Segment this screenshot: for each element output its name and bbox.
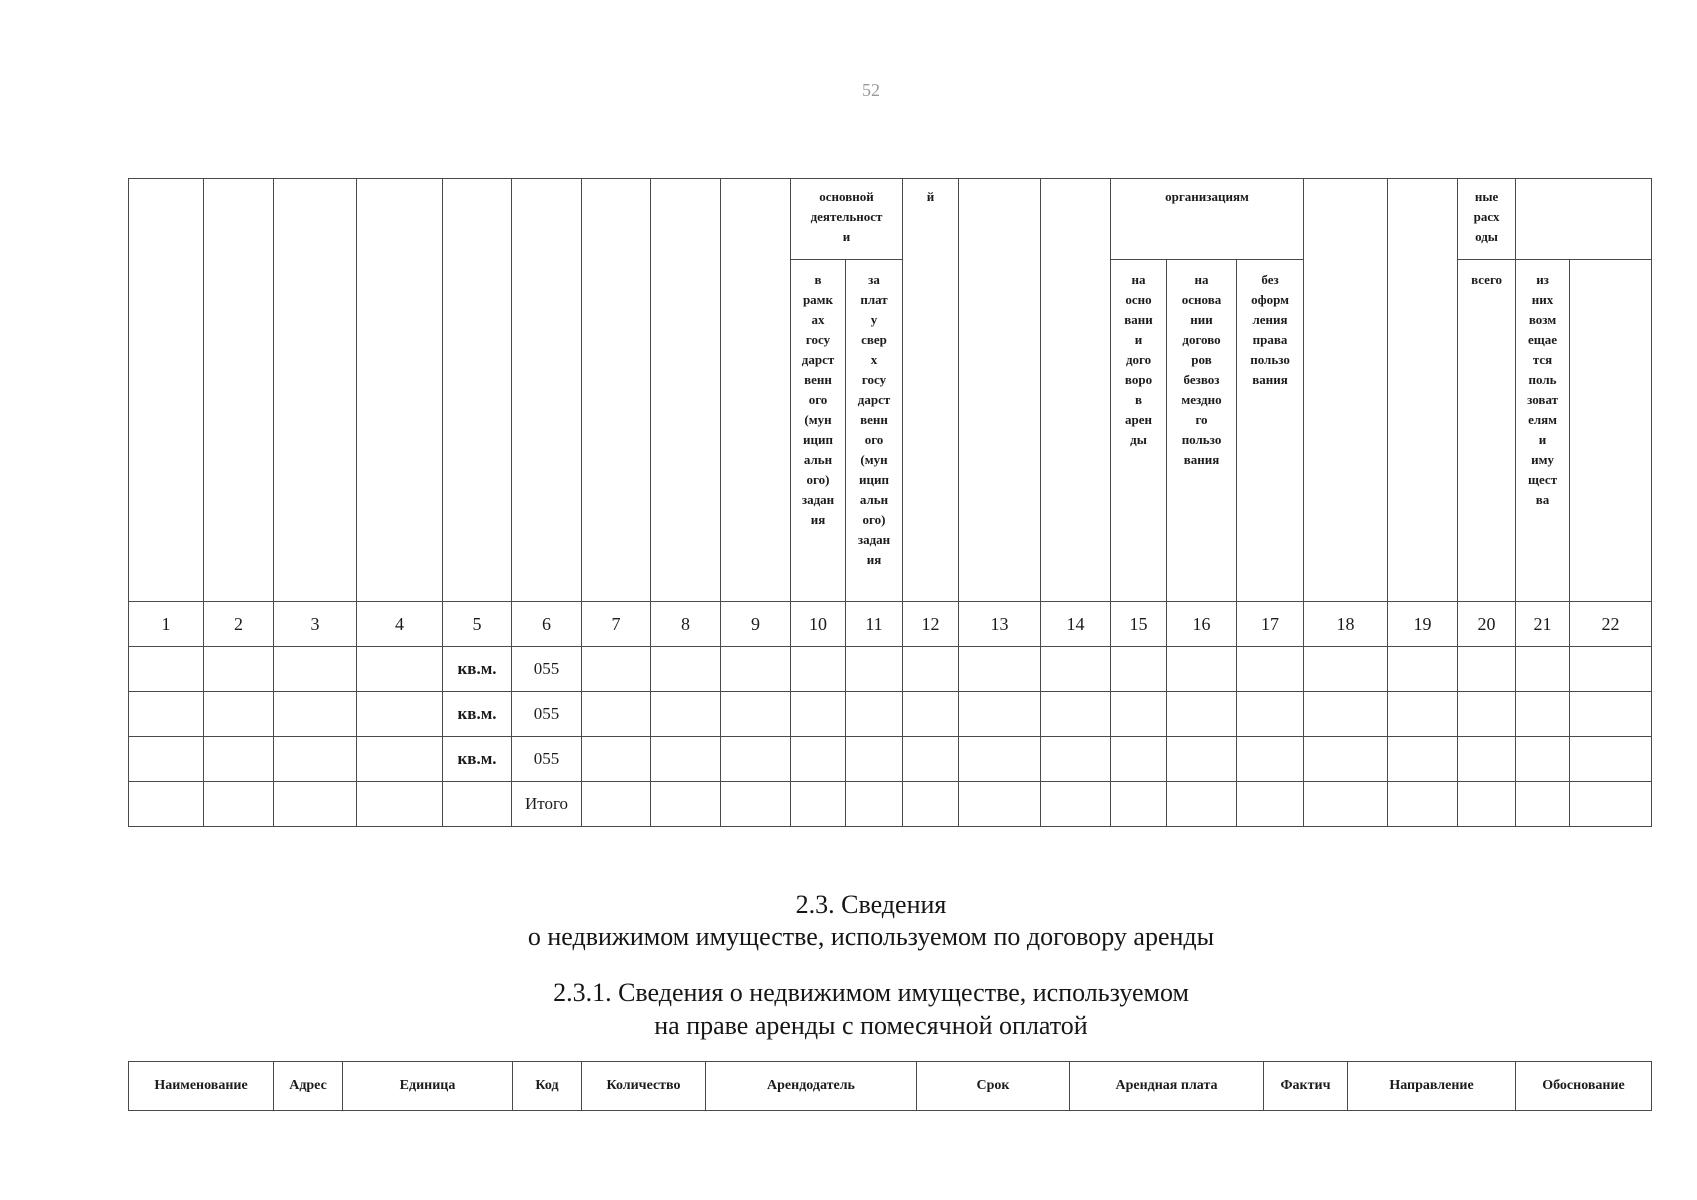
table-cell [1304, 647, 1388, 692]
table-cell [1237, 782, 1304, 827]
table-cell [903, 647, 959, 692]
table-cell [1041, 647, 1111, 692]
table-row [129, 737, 1652, 782]
table-cell [1304, 782, 1388, 827]
table-cell [1041, 737, 1111, 782]
table-cell [357, 647, 443, 692]
table-cell [582, 782, 651, 827]
column-number: 18 [1304, 602, 1388, 647]
column-number: 9 [721, 602, 791, 647]
column-number: 12 [903, 602, 959, 647]
unit-cell: кв.м. [443, 647, 512, 692]
table-cell [791, 782, 846, 827]
table-cell [1516, 647, 1570, 692]
table-cell [1388, 782, 1458, 827]
header-cell-19 [1388, 179, 1458, 602]
header-unit: Единица [343, 1062, 513, 1111]
header-main-activity: основной деятельност и [791, 179, 903, 260]
header-cell-9 [721, 179, 791, 602]
table-cell [1458, 647, 1516, 692]
header-reimbursed: из них возм ещае тся поль зоват елям и иму щест ва [1516, 260, 1570, 602]
code-cell: 055 [512, 737, 582, 782]
table-cell [357, 782, 443, 827]
column-number: 6 [512, 602, 582, 647]
table-cell [204, 737, 274, 782]
subsection-title-line2: на праве аренды с помесячной оплатой [654, 1011, 1088, 1040]
header-justification: Обоснование [1516, 1062, 1652, 1111]
header-actual: Фактич [1264, 1062, 1348, 1111]
header-cell-1 [129, 179, 204, 602]
table-cell [1570, 647, 1652, 692]
table-cell [1516, 782, 1570, 827]
table-cell [1167, 692, 1237, 737]
table-cell [1570, 782, 1652, 827]
column-number: 19 [1388, 602, 1458, 647]
table-cell [903, 737, 959, 782]
header-cell-6 [512, 179, 582, 602]
code-cell: 055 [512, 647, 582, 692]
column-number: 14 [1041, 602, 1111, 647]
table-cell [651, 647, 721, 692]
header-above-state-task: за плат у свер х госу дарст венн ого (мун ицип альн ого) задан ия [846, 260, 903, 602]
table-cell [129, 692, 204, 737]
column-number: 5 [443, 602, 512, 647]
header-cell-8 [651, 179, 721, 602]
table-cell [274, 647, 357, 692]
table-cell [1111, 782, 1167, 827]
table-cell [582, 647, 651, 692]
table-cell [846, 782, 903, 827]
header-free-use-agreements: на основа нии догово ров безвоз мездно го пользо вания [1167, 260, 1237, 602]
column-number: 7 [582, 602, 651, 647]
header-quantity: Количество [582, 1062, 706, 1111]
header-cell-21-22 [1516, 179, 1652, 260]
page-number: 52 [862, 80, 880, 100]
table-cell [274, 782, 357, 827]
property-usage-table [128, 178, 1652, 827]
code-cell: 055 [512, 692, 582, 737]
table-cell [846, 692, 903, 737]
header-cell-4 [357, 179, 443, 602]
table-cell [357, 737, 443, 782]
column-number: 16 [1167, 602, 1237, 647]
table-cell [1458, 737, 1516, 782]
header-lease-agreements: на осно вани и дого воро в арен ды [1111, 260, 1167, 602]
header-row-top [129, 179, 1652, 260]
header-cell-3 [274, 179, 357, 602]
table-cell [357, 692, 443, 737]
table-cell [721, 692, 791, 737]
column-number: 22 [1570, 602, 1652, 647]
table-cell [1388, 692, 1458, 737]
header-code: Код [513, 1062, 582, 1111]
column-number: 17 [1237, 602, 1304, 647]
header-name: Наименование [129, 1062, 274, 1111]
column-number: 15 [1111, 602, 1167, 647]
section-title-line2: о недвижимом имуществе, используемом по договору аренды [527, 922, 1215, 951]
table-cell [959, 647, 1041, 692]
table-cell [1570, 692, 1652, 737]
table-cell [204, 692, 274, 737]
subsection-title: 2.3.1. Сведения о недвижимом имуществе, используемом [553, 978, 1189, 1007]
table-cell [204, 647, 274, 692]
table-cell [1388, 647, 1458, 692]
table-cell [582, 692, 651, 737]
table-cell [791, 647, 846, 692]
unit-cell [443, 782, 512, 827]
unit-cell: кв.м. [443, 737, 512, 782]
header-cell-14 [1041, 179, 1111, 602]
header-expenses: ные расх оды [1458, 179, 1516, 260]
column-number: 20 [1458, 602, 1516, 647]
table-cell [1111, 692, 1167, 737]
table-cell [1516, 737, 1570, 782]
total-row [129, 782, 1652, 827]
table-cell [1167, 737, 1237, 782]
table-cell [651, 782, 721, 827]
table-cell [129, 782, 204, 827]
unit-cell: кв.м. [443, 692, 512, 737]
table-cell [1111, 647, 1167, 692]
table-cell [1570, 737, 1652, 782]
header-no-formalization: без оформ ления права пользо вания [1237, 260, 1304, 602]
header-cell-2 [204, 179, 274, 602]
table-cell [1458, 782, 1516, 827]
table-cell [903, 692, 959, 737]
table-cell [651, 692, 721, 737]
column-number: 1 [129, 602, 204, 647]
column-number: 4 [357, 602, 443, 647]
table-cell [903, 782, 959, 827]
table-cell [1237, 737, 1304, 782]
table-cell [204, 782, 274, 827]
header-cell-13 [959, 179, 1041, 602]
header-term: Срок [917, 1062, 1070, 1111]
header-cell-22 [1570, 260, 1652, 602]
table-cell [1304, 737, 1388, 782]
header-lessor: Арендодатель [706, 1062, 917, 1111]
table-cell [1167, 647, 1237, 692]
column-number: 8 [651, 602, 721, 647]
table-cell [129, 647, 204, 692]
column-number: 11 [846, 602, 903, 647]
table-cell [1388, 737, 1458, 782]
table-cell [274, 692, 357, 737]
header-cell-12: й [903, 179, 959, 602]
header-address: Адрес [274, 1062, 343, 1111]
table-cell [846, 737, 903, 782]
table-cell [1041, 782, 1111, 827]
header-direction: Направление [1348, 1062, 1516, 1111]
table-cell [1237, 647, 1304, 692]
table-cell [1041, 692, 1111, 737]
header-total: всего [1458, 260, 1516, 602]
table-cell [959, 692, 1041, 737]
table-cell [129, 737, 204, 782]
table-cell [791, 692, 846, 737]
column-number: 21 [1516, 602, 1570, 647]
header-cell-5 [443, 179, 512, 602]
header-organizations: организациям [1111, 179, 1304, 260]
header-state-task: в рамк ах госу дарст венн ого (мун ицип альн ого) задан ия [791, 260, 846, 602]
table-cell [1304, 692, 1388, 737]
table-cell [1237, 692, 1304, 737]
column-number: 2 [204, 602, 274, 647]
column-number: 10 [791, 602, 846, 647]
table-row [129, 692, 1652, 737]
lease-header-row [129, 1062, 1652, 1111]
header-cell-7 [582, 179, 651, 602]
table-cell [959, 782, 1041, 827]
column-number-row [129, 602, 1652, 647]
table-cell [1458, 692, 1516, 737]
table-row [129, 647, 1652, 692]
column-number: 13 [959, 602, 1041, 647]
table-cell [721, 782, 791, 827]
table-cell [846, 647, 903, 692]
table-cell [721, 737, 791, 782]
header-rent: Арендная плата [1070, 1062, 1264, 1111]
lease-table [128, 1061, 1652, 1111]
table-cell [1111, 737, 1167, 782]
section-title: 2.3. Сведения [795, 890, 947, 919]
header-cell-18 [1304, 179, 1388, 602]
total-label: Итого [512, 782, 582, 827]
table-cell [274, 737, 357, 782]
table-cell [959, 737, 1041, 782]
table-cell [651, 737, 721, 782]
table-cell [1516, 692, 1570, 737]
column-number: 3 [274, 602, 357, 647]
table-cell [791, 737, 846, 782]
table-cell [1167, 782, 1237, 827]
table-cell [721, 647, 791, 692]
table-cell [582, 737, 651, 782]
